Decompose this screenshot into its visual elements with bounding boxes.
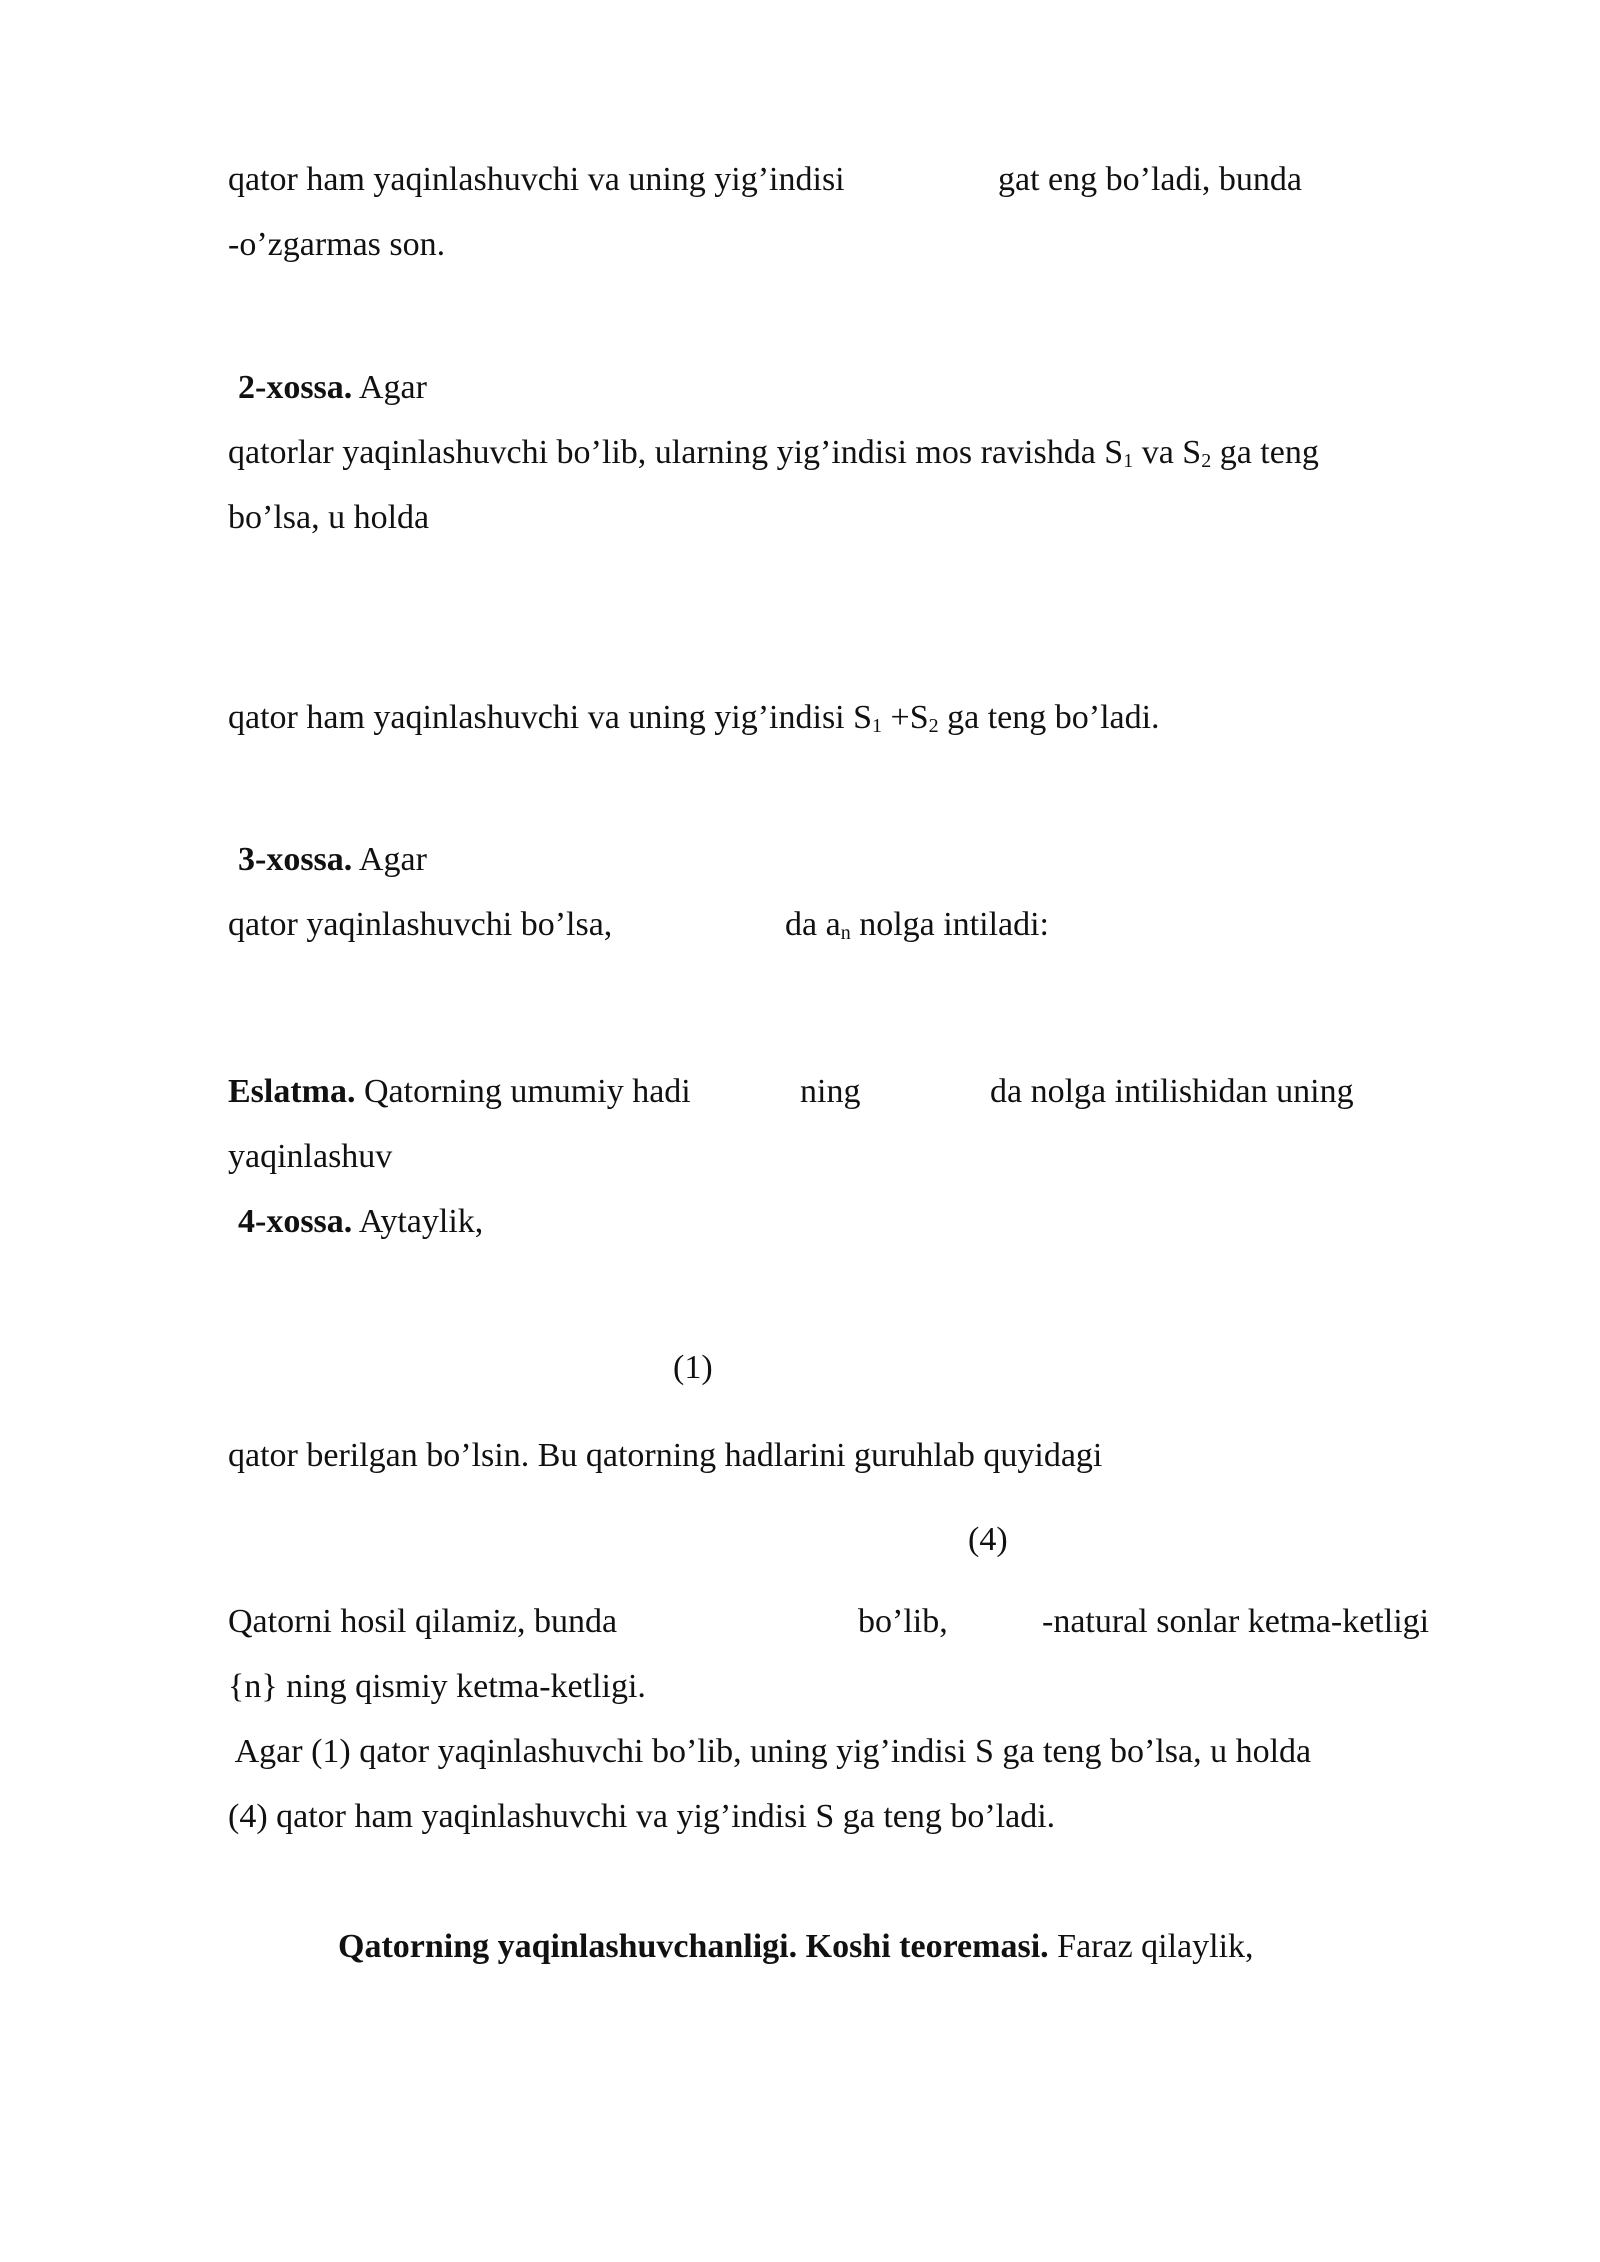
p1-text-b: gat eng bo’ladi, bunda [998, 161, 1303, 198]
property-2-heading [238, 368, 427, 408]
subscript-n: n [840, 922, 851, 944]
property-2-text-g: ga teng bo’ladi. [938, 699, 1160, 736]
property-4-text-e: {n} ning qismiy ketma-ketligi. [228, 1668, 646, 1705]
p1-line1 [228, 160, 845, 200]
property-2-text-a: qatorlar yaqinlashuvchi bo’lib, ularning yig’indisi mos ravishda S [228, 434, 1124, 471]
property-4-line3 [228, 1667, 646, 1707]
property-2-text-e: qator ham yaqinlashuvchi va uning yig’indisi S [228, 699, 873, 736]
note-label: Eslatma. [228, 1073, 356, 1110]
property-4-heading [238, 1202, 483, 1242]
p1-line2 [228, 225, 445, 265]
property-3-line1 [228, 905, 612, 945]
note-text-b: ning [800, 1073, 861, 1110]
p1-text-a: qator ham yaqinlashuvchi va uning yig’indisi [228, 161, 845, 198]
property-4-line1 [228, 1436, 1102, 1476]
p1-line1-right [998, 160, 1302, 200]
note-text-d: yaqinlashuv [228, 1138, 393, 1175]
note-line2 [228, 1137, 392, 1177]
property-2-label: 2-xossa. [238, 369, 353, 406]
property-2-line1 [228, 433, 1319, 473]
property-3-label: 3-xossa. [238, 841, 353, 878]
property-2-text-b: va S [1133, 434, 1202, 471]
property-3-text-b: da a [785, 906, 841, 943]
property-2-line2 [228, 498, 429, 538]
property-3-text-a: qator yaqinlashuvchi bo’lsa, [228, 906, 613, 943]
subscript-2: 2 [928, 715, 939, 737]
note-line1-right [990, 1072, 1354, 1112]
property-3-text-c: nolga intiladi: [850, 906, 1049, 943]
equation-label-4: (4) [968, 1521, 1008, 1558]
property-2-text-c: ga teng [1211, 434, 1319, 471]
property-2-line3 [228, 698, 1160, 738]
property-2-heading-rest: Agar [358, 369, 427, 406]
subscript-2: 2 [1201, 450, 1212, 472]
property-4-line5 [228, 1797, 1055, 1837]
note-line1 [228, 1072, 691, 1112]
subscript-1: 1 [872, 715, 883, 737]
property-2-text-d: bo’lsa, u holda [228, 499, 430, 536]
p1-text-c: -o’zgarmas son. [228, 226, 446, 263]
note-ning [800, 1072, 860, 1112]
property-4-line2 [228, 1602, 617, 1642]
note-text-c: da nolga intilishidan uning [990, 1073, 1354, 1110]
property-3-heading-rest: Agar [358, 841, 427, 878]
property-3-line1-right [785, 905, 1049, 945]
section-title: Qatorning yaqinlashuvchanligi. Koshi teoremasi. [338, 1928, 1049, 1965]
equation-label-1: (1) [673, 1349, 713, 1386]
property-4-line2-right [1042, 1602, 1429, 1642]
property-2-text-f: +S [882, 699, 929, 736]
equation-number-4 [968, 1520, 1008, 1560]
property-4-line4 [228, 1732, 1311, 1772]
property-4-text-d: -natural sonlar ketma-ketligi [1042, 1603, 1430, 1640]
property-3-heading [238, 840, 427, 880]
property-4-text-c: bo’lib, [858, 1603, 948, 1640]
property-4-text-f: Agar (1) qator yaqinlashuvchi bo’lib, uning yig’indisi S ga teng bo’lsa, u holda [228, 1733, 1312, 1770]
section-heading [338, 1927, 1254, 1967]
property-4-text-a: qator berilgan bo’lsin. Bu qatorning hadlarini guruhlab quyidagi [228, 1437, 1103, 1474]
subscript-1: 1 [1123, 450, 1134, 472]
property-4-label: 4-xossa. [238, 1203, 353, 1240]
property-4-text-b: Qatorni hosil qilamiz, bunda [228, 1603, 618, 1640]
section-text: Faraz qilaylik, [1048, 1928, 1254, 1965]
property-4-line2-mid [858, 1602, 948, 1642]
note-text-a: Qatorning umumiy hadi [364, 1073, 691, 1110]
property-4-heading-rest: Aytaylik, [358, 1203, 484, 1240]
equation-number-1 [673, 1348, 713, 1388]
property-4-text-g: (4) qator ham yaqinlashuvchi va yig’indisi S ga teng bo’ladi. [228, 1798, 1056, 1835]
